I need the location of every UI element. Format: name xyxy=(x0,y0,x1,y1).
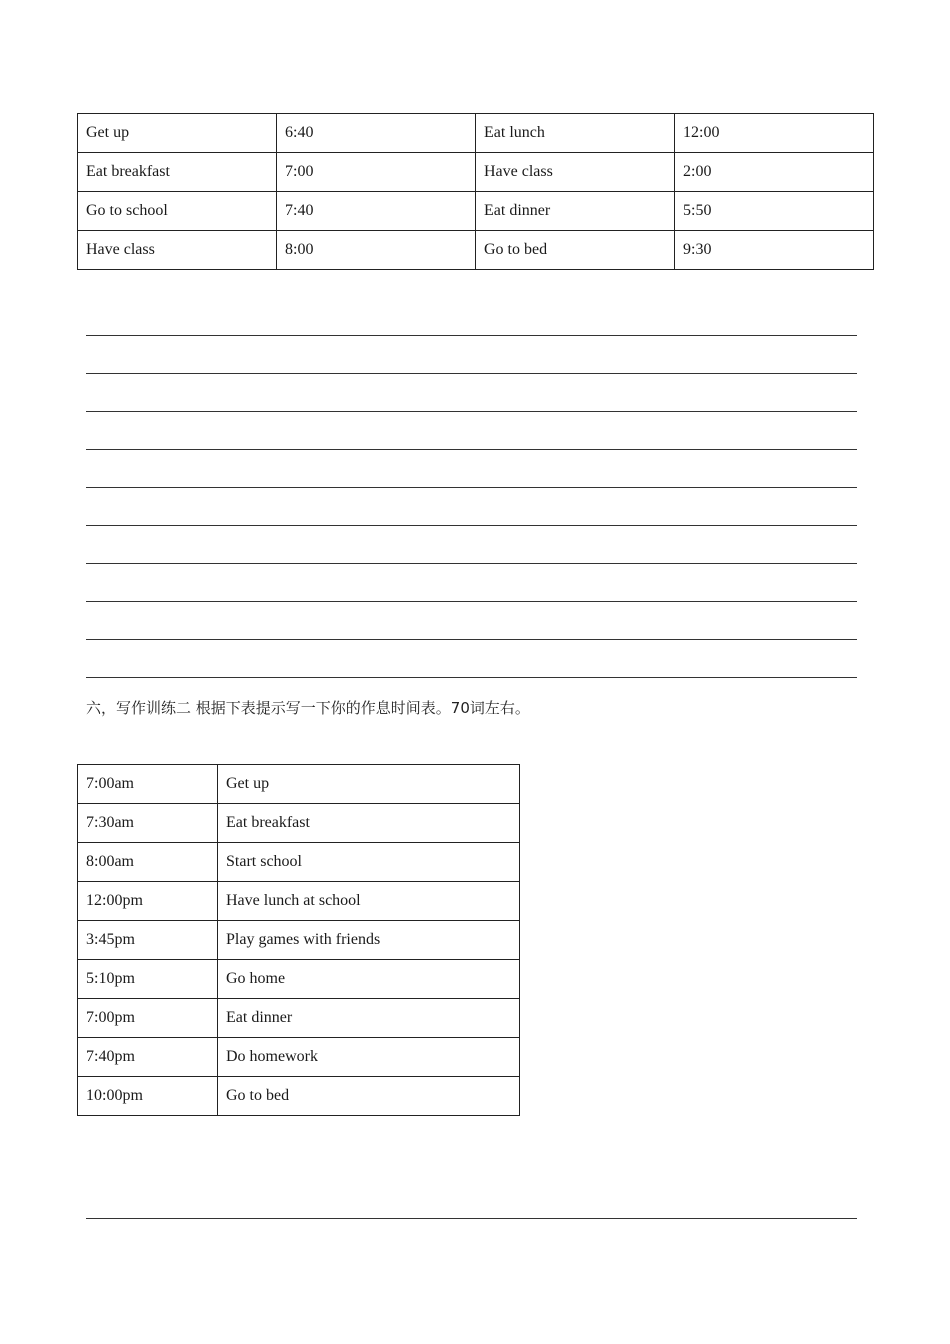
writing-line xyxy=(86,411,857,412)
time-cell: 12:00 xyxy=(675,114,874,153)
table-row xyxy=(78,1077,520,1116)
writing-line xyxy=(86,449,857,450)
activity-cell: Have class xyxy=(78,231,277,270)
activity-cell: Go to bed xyxy=(476,231,675,270)
table-row xyxy=(78,114,874,153)
activity-cell: Eat breakfast xyxy=(78,153,277,192)
time-cell: 9:30 xyxy=(675,231,874,270)
table-row xyxy=(78,1038,520,1077)
activity-cell: Start school xyxy=(218,843,520,882)
time-cell: 7:30am xyxy=(78,804,218,843)
activity-cell: Eat dinner xyxy=(476,192,675,231)
activity-cell: Eat breakfast xyxy=(218,804,520,843)
activity-cell: Do homework xyxy=(218,1038,520,1077)
writing-line xyxy=(86,601,857,602)
table-row xyxy=(78,843,520,882)
activity-cell: Have lunch at school xyxy=(218,882,520,921)
time-cell: 12:00pm xyxy=(78,882,218,921)
table-row xyxy=(78,804,520,843)
time-cell: 3:45pm xyxy=(78,921,218,960)
table-row xyxy=(78,153,874,192)
writing-line xyxy=(86,487,857,488)
time-cell: 5:10pm xyxy=(78,960,218,999)
writing-line xyxy=(86,525,857,526)
activity-cell: Play games with friends xyxy=(218,921,520,960)
activity-cell: Go to bed xyxy=(218,1077,520,1116)
writing-line xyxy=(86,563,857,564)
daily-schedule-table xyxy=(77,113,874,270)
activity-cell: Go to school xyxy=(78,192,277,231)
table-row xyxy=(78,999,520,1038)
activity-cell: Get up xyxy=(78,114,277,153)
section-instruction: 六，写作训练二 根据下表提示写一下你的作息时间表。70词左右。 xyxy=(86,699,530,717)
table-row xyxy=(78,921,520,960)
writing-line xyxy=(86,639,857,640)
time-cell: 6:40 xyxy=(277,114,476,153)
time-cell: 8:00am xyxy=(78,843,218,882)
table-row xyxy=(78,231,874,270)
time-cell: 7:00am xyxy=(78,765,218,804)
time-cell: 8:00 xyxy=(277,231,476,270)
activity-cell: Get up xyxy=(218,765,520,804)
writing-line xyxy=(86,373,857,374)
time-cell: 7:40 xyxy=(277,192,476,231)
activity-cell: Have class xyxy=(476,153,675,192)
timetable xyxy=(77,764,520,1116)
table-row xyxy=(78,960,520,999)
time-cell: 10:00pm xyxy=(78,1077,218,1116)
writing-line xyxy=(86,335,857,336)
table-row xyxy=(78,192,874,231)
time-cell: 5:50 xyxy=(675,192,874,231)
writing-line xyxy=(86,677,857,678)
time-cell: 7:40pm xyxy=(78,1038,218,1077)
activity-cell: Go home xyxy=(218,960,520,999)
activity-cell: Eat dinner xyxy=(218,999,520,1038)
time-cell: 2:00 xyxy=(675,153,874,192)
time-cell: 7:00 xyxy=(277,153,476,192)
table-row xyxy=(78,765,520,804)
time-cell: 7:00pm xyxy=(78,999,218,1038)
activity-cell: Eat lunch xyxy=(476,114,675,153)
writing-line[interactable] xyxy=(86,1218,857,1219)
table-row xyxy=(78,882,520,921)
